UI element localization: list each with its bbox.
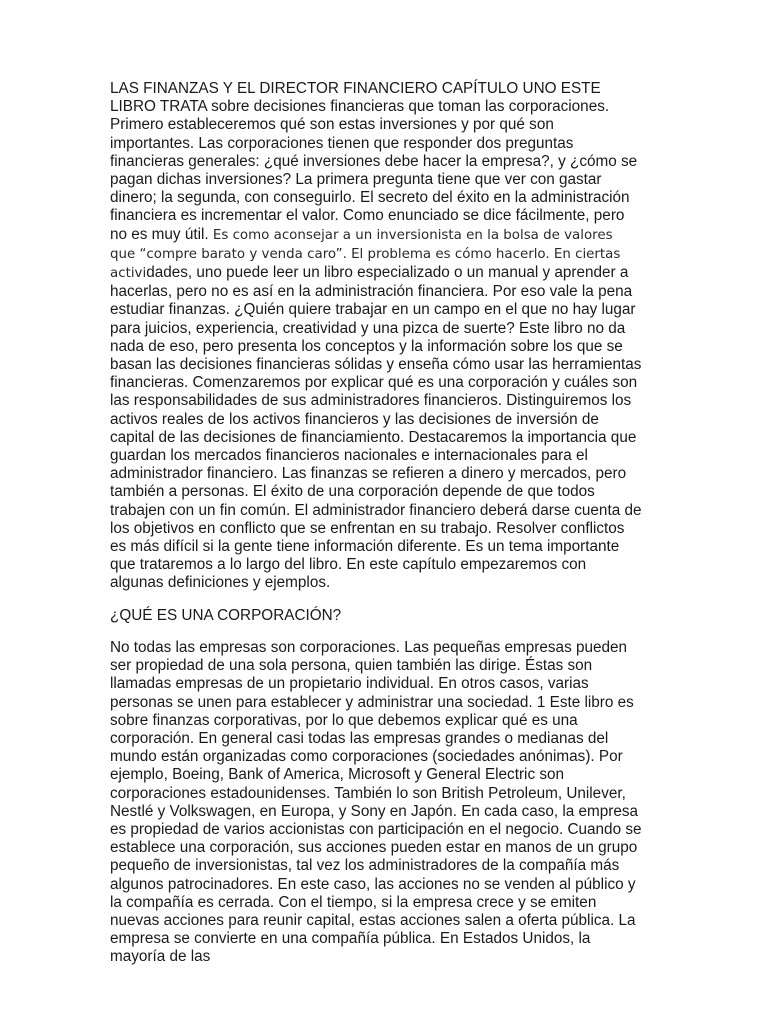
intro-paragraph-part-3: dades, uno puede leer un libro especializado o un manual y aprender a hacerlas, pero no es así en la administración financiera. Por eso vale la pena estudiar finanzas. ¿Quién quiere trabajar en un campo en el que no hay lugar para juicios, experiencia, creatividad y una pizca de suerte? Este libro no da nada de eso, pero presenta los conceptos y la información sobre los que se basan las decisiones financieras sólidas y enseña cómo usar las herramientas financieras. Comenzaremos por explicar qué es una corporación y cuáles son las responsabilidades de sus administradores financieros. Distinguiremos los activos reales de los activos financieros y las decisiones de inversión de capital de las decisiones de financiamiento. Destacaremos la importancia que guardan los mercados financieros nacionales e internacionales para el administrador financiero. Las finanzas se refieren a dinero y mercados, pero también a personas. El éxito de una corporación depende de que todos trabajen con un fin común. El administrador financiero deberá darse cuenta de los objetivos en conflicto que se enfrentan en su trabajo. Resolver conflictos es más difícil si la gente tiene información diferente. Es un tema importante que trataremos a lo largo del libro. En este capítulo empezaremos con algunas definiciones y ejemplos. (110, 264, 642, 592)
intro-paragraph (110, 80, 642, 593)
corporation-paragraph: No todas las empresas son corporaciones. Las pequeñas empresas pueden ser propiedad de una sola persona, quien también las dirige. Éstas son llamadas empresas de un propietario individual. En otros casos, varias personas se unen para establecer y administrar una sociedad. 1 Este libro es sobre finanzas corporativas, por lo que debemos explicar qué es una corporación. En general casi todas las empresas grandes o medianas del mundo están organizadas como corporaciones (sociedades anónimas). Por ejemplo, Boeing, Bank of America, Microsoft y General Electric son corporaciones estadounidenses. También lo son British Petroleum, Unilever, Nestlé y Volkswagen, en Europa, y Sony en Japón. En cada caso, la empresa es propiedad de varios accionistas con participación en el negocio. Cuando se establece una corporación, sus acciones pueden estar en manos de un grupo pequeño de inversionistas, tal vez los administradores de la compañía más algunos patrocinadores. En este caso, las acciones no se venden al público y la compañía es cerrada. Con el tiempo, si la empresa crece y se emiten nuevas acciones para reunir capital, estas acciones salen a oferta pública. La empresa se convierte en una compañía pública. En Estados Unidos, la mayoría de las (110, 638, 642, 966)
intro-paragraph-part-1: LAS FINANZAS Y EL DIRECTOR FINANCIERO CAPÍTULO UNO ESTE LIBRO TRATA sobre decisiones financieras que toman las corporaciones. Primero estableceremos qué son estas inversiones y por qué son importantes. Las corporaciones tienen que responder dos preguntas financieras generales: ¿qué inversiones debe hacer la empresa?, y ¿cómo se pagan dichas inversiones? La primera pregunta tiene que ver con gastar dinero; la segunda, con conseguirlo. El secreto del éxito en la administración financiera es incrementar el valor. Como enunciado se dice fácilmente, pero no es muy útil. (110, 80, 638, 243)
section-heading: ¿QUÉ ES UNA CORPORACIÓN? (110, 606, 342, 624)
intro-paragraph-part-2: Es como aconsejar a un inversionista en la bolsa de valores que “compre barato y venda caro”. El problema es cómo hacerlo. En ciertas activi (110, 227, 621, 282)
